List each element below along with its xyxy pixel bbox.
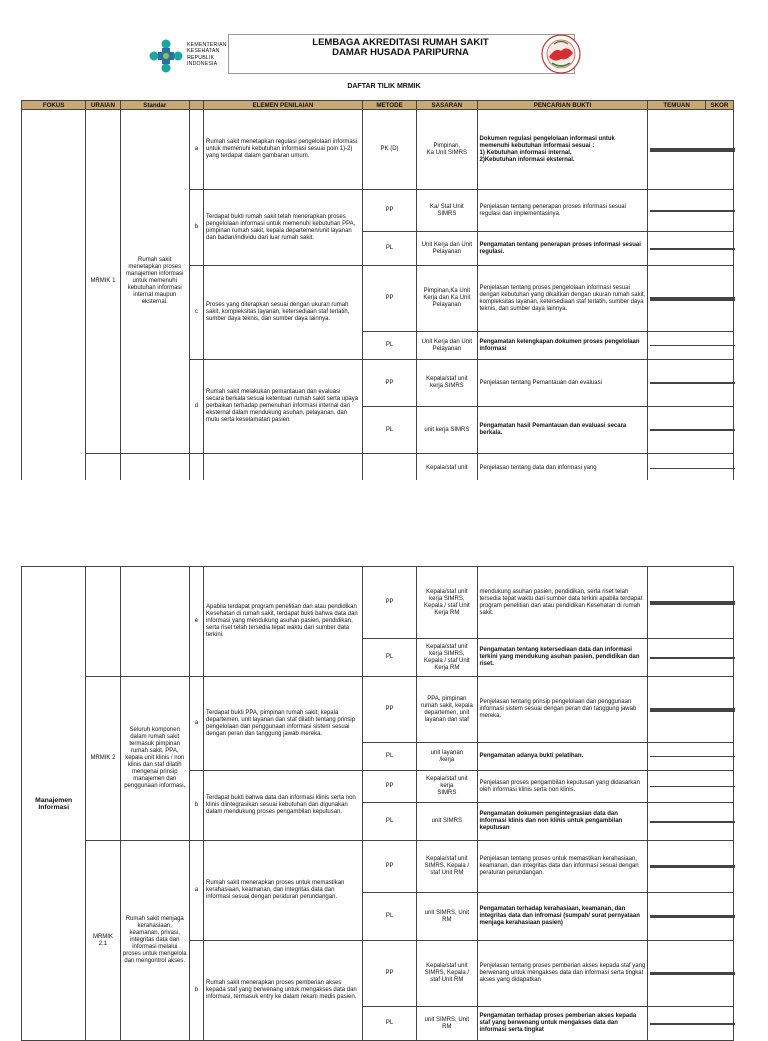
metode-cell: PP bbox=[362, 771, 416, 803]
skor-cell[interactable] bbox=[707, 756, 735, 757]
table-row bbox=[22, 454, 734, 484]
elemen-penilaian: Rumah sakit menerapkan proses untuk memastikan kerahasiaan, keamanan, dan integritas data dan informasi sesuai dengan peraturan perundangan. bbox=[204, 841, 363, 941]
temuan-cell[interactable] bbox=[650, 867, 706, 868]
standar-cell bbox=[120, 454, 189, 484]
col-fokus: FOKUS bbox=[22, 101, 86, 110]
skor-cell[interactable] bbox=[707, 822, 735, 823]
col-skor: SKOR bbox=[705, 101, 733, 110]
metode-cell: PL bbox=[362, 407, 416, 454]
skor-cell[interactable] bbox=[707, 658, 735, 659]
skor-cell[interactable] bbox=[707, 249, 735, 250]
sasaran-cell: Kepala/staf unit SIMRS, Kepala / staf Unit RM bbox=[417, 941, 477, 1007]
metode-cell: PP bbox=[362, 941, 416, 1007]
metode-cell: PP bbox=[362, 360, 416, 407]
temuan-skor-cells bbox=[648, 407, 734, 454]
sasaran-cell: Unit Kerja dan Unit Pelayanan bbox=[417, 232, 477, 266]
checklist-table-page-2 bbox=[21, 566, 734, 1041]
document-title: DAFTAR TILIK MRMIK bbox=[347, 83, 421, 90]
temuan-skor-cells bbox=[648, 110, 734, 190]
standar-cell: Rumah sakit menetapkan proses manajemen informasi untuk memenuhi kebutuhan informasi internal maupun eksternal. bbox=[120, 110, 189, 454]
temuan-skor-cells bbox=[648, 567, 734, 639]
table-row bbox=[22, 677, 734, 743]
table-row bbox=[22, 567, 734, 639]
temuan-skor-cells bbox=[648, 941, 734, 1007]
fokus-cell bbox=[22, 110, 86, 484]
metode-cell: PL bbox=[362, 803, 416, 841]
elemen-penilaian: Rumah sakit menetapkan regulasi pengelolaan informasi untuk memenuhi kebutuhan informasi sesuai poin 1)-2) yang terdapat dalam gambaran umum. bbox=[204, 110, 363, 190]
element-letter bbox=[189, 454, 203, 484]
metode-cell: PL bbox=[362, 1007, 416, 1041]
bukti-cell: Pengamatan adanya bukti pelatihan. bbox=[477, 743, 648, 771]
bukti-cell: Pengamatan hasil Pemantauan dan evaluasi secara berkala. bbox=[477, 407, 648, 454]
col-elemen: ELEMEN PENILAIAN bbox=[204, 101, 363, 110]
temuan-skor-cells bbox=[648, 771, 734, 803]
document-page-1 bbox=[0, 0, 768, 480]
element-letter: a bbox=[189, 841, 203, 941]
page-gap bbox=[0, 480, 768, 566]
skor-cell[interactable] bbox=[707, 1024, 735, 1025]
ministry-line: KEMENTERIAN bbox=[187, 42, 227, 48]
skor-cell[interactable] bbox=[707, 974, 735, 975]
elemen-penilaian: Terdapat bukti bahwa data dan informasi klinis serta non klinis diintegrasikan sesuai kebutuhan dan digunakan dalam mendukung proses pengambilan keputusan. bbox=[204, 771, 363, 841]
ministry-line: KESEHATAN bbox=[187, 48, 220, 55]
temuan-cell[interactable] bbox=[650, 345, 706, 346]
bukti-cell: Penjelasan proses pengambilan keputusan yang didasarkan oleh informasi klinis serta non klinis. bbox=[477, 771, 648, 803]
col-metode: METODE bbox=[362, 101, 416, 110]
col-uraian: URAIAN bbox=[86, 101, 120, 110]
metode-cell: PP bbox=[362, 677, 416, 743]
sasaran-cell: Ka/ Staf Unit SIMRS bbox=[417, 190, 477, 232]
skor-cell[interactable] bbox=[707, 430, 735, 431]
bukti-cell: Penjelasan tentang proses pemberian akses kepada staf yang berwenang untuk mengakses data dan informasi serta tingkat akses yang didapatkan bbox=[477, 941, 648, 1007]
element-letter: a bbox=[189, 110, 203, 190]
temuan-cell[interactable] bbox=[650, 658, 706, 659]
metode-cell: PL bbox=[362, 332, 416, 360]
bukti-cell: mendukung asuhan pasien, pendidikan, serta riset telah tersedia tepat waktu dari sumber data terkini apabila terdapat program penelitian dan atau pendidikan Kesehatan di rumah sakit. bbox=[477, 567, 648, 639]
temuan-cell[interactable] bbox=[650, 249, 706, 250]
ministry-name bbox=[187, 42, 227, 67]
element-letter: b bbox=[189, 941, 203, 1041]
elemen-penilaian: Proses yang diterapkan sesuai dengan ukuran rumah sakit, kompleksitas layanan, ketersediaan staf terlatih, sumber daya teknis, dan sumber daya lainnya. bbox=[204, 266, 363, 360]
sasaran-cell: unit SIMRS, Unit RM bbox=[417, 1007, 477, 1041]
standar-cell: Seluruh komponen dalam rumah sakit termasuk pimpinan rumah sakit, PPA, kepala unit klinis / non klinis dan staf dilatih mengenai prinsip manajemen dan penggunaan informasi. bbox=[120, 677, 189, 841]
sasaran-cell: unit SIMRS bbox=[417, 803, 477, 841]
temuan-cell[interactable] bbox=[650, 300, 706, 301]
temuan-cell[interactable] bbox=[650, 383, 706, 384]
temuan-cell[interactable] bbox=[650, 974, 706, 975]
skor-cell[interactable] bbox=[707, 786, 735, 787]
temuan-cell[interactable] bbox=[650, 151, 706, 152]
col-bukti: PENCARIAN BUKTI bbox=[477, 101, 648, 110]
institution-title: LEMBAGA AKREDITASI RUMAH SAKIT bbox=[312, 37, 489, 48]
sasaran-cell: Pimpinan,Ka Unit Kerja dan Ka Unit Pelayanan bbox=[417, 266, 477, 332]
temuan-cell[interactable] bbox=[650, 211, 706, 212]
skor-cell[interactable] bbox=[707, 604, 735, 605]
metode-cell: PP bbox=[362, 190, 416, 232]
metode-cell: PL bbox=[362, 639, 416, 677]
bukti-cell: Penjelasan tentang data dan informasi yang bbox=[477, 454, 648, 484]
elemen-penilaian: Apabila terdapat program penelitian dan atau pendidikan Kesehatan di rumah sakit, terdapat bukti bahwa data dan informasi yang mendukung asuhan pasien, pendidikan, serta riset telah tersedia tepat waktu dari sumber data terkini. bbox=[204, 567, 363, 677]
col-sasaran: SASARAN bbox=[417, 101, 477, 110]
skor-cell[interactable] bbox=[707, 151, 735, 152]
element-letter: e bbox=[189, 567, 203, 677]
temuan-cell[interactable] bbox=[650, 822, 706, 823]
elemen-penilaian bbox=[204, 454, 363, 484]
elemen-penilaian: Rumah sakit melakukan pemantauan dan evaluasi secara berkala sesuai ketentuan rumah sakit serta upaya perbaikan terhadap pemenuhan informasi internal dan eksternal dalam mendukung asuhan, pelayanan, dan mutu serta keselamatan pasien bbox=[204, 360, 363, 454]
bukti-cell: Pengamatan tentang ketersediaan data dan informasi terkini yang mendukung asuhan pasien, pendidikan dan riset. bbox=[477, 639, 648, 677]
skor-cell[interactable] bbox=[707, 867, 735, 868]
standar-cell: Rumah sakit menjaga kerahasiaan, keamanan, privasi, integritas data dan informasi melalui proses untuk mengelola dan mengontrol akses. bbox=[120, 841, 189, 1041]
table-row bbox=[22, 110, 734, 190]
skor-cell[interactable] bbox=[707, 711, 735, 712]
temuan-cell[interactable] bbox=[650, 711, 706, 712]
temuan-skor-cells bbox=[648, 266, 734, 332]
temuan-cell[interactable] bbox=[650, 468, 706, 469]
skor-cell[interactable] bbox=[707, 345, 735, 346]
bukti-cell: Penjelasan tentang penerapan proses informasi sesuai regulasi dan implementasinya. bbox=[477, 190, 648, 232]
temuan-cell[interactable] bbox=[650, 786, 706, 787]
temuan-cell[interactable] bbox=[650, 430, 706, 431]
bukti-cell: Pengamatan dokumen pengintegrasian data dan informasi klinis dan non klinis untuk pengambilan keputusan bbox=[477, 803, 648, 841]
uraian-cell: MRMIK 2 bbox=[86, 677, 120, 841]
sasaran-cell: Kepala/staf unit kerja SIMRS bbox=[417, 771, 477, 803]
temuan-skor-cells bbox=[648, 190, 734, 232]
table-row bbox=[22, 841, 734, 893]
ministry-line: REPUBLIK bbox=[187, 54, 215, 61]
metode-cell bbox=[362, 454, 416, 484]
standar-cell bbox=[120, 567, 189, 677]
uraian-cell: MRMIK 2.1 bbox=[86, 841, 120, 1041]
temuan-skor-cells bbox=[648, 1007, 734, 1041]
metode-cell: PL bbox=[362, 743, 416, 771]
skor-cell[interactable] bbox=[707, 468, 735, 469]
sasaran-cell: Unit Kerja dan Unit Pelayanan bbox=[417, 332, 477, 360]
sasaran-cell: unit kerja SIMRS bbox=[417, 407, 477, 454]
fokus-cell: Manajemen Informasi bbox=[22, 567, 86, 1041]
bukti-cell: Pengamatan terhadap proses pemberian akses kepada staf yang berwenang untuk mengakses data dan informasi serta tingkat bbox=[477, 1007, 648, 1041]
sasaran-cell: PPA, pimpinan rumah sakit, kepala departemen, unit layanan dan staf bbox=[417, 677, 477, 743]
temuan-cell[interactable] bbox=[650, 917, 706, 918]
ministry-line: INDONESIA bbox=[187, 60, 218, 67]
skor-cell[interactable] bbox=[707, 917, 735, 918]
sasaran-cell: Kepala/staf unit kerja SIMRS, Kepala / staf Unit Kerja RM bbox=[417, 567, 477, 639]
temuan-skor-cells bbox=[648, 360, 734, 407]
elemen-penilaian: Terdapat bukti rumah sakit telah menerapkan proses pengelolaan informasi untuk memenuhi kebutuhan PPA, pimpinan rumah sakit, kepala departemen/unit layanan dan badan/individu dari luar rumah sakit. bbox=[204, 190, 363, 266]
element-letter: b bbox=[189, 190, 203, 266]
bukti-cell: Penjelasan tentang proses untuk memastikan kerahasiaan, keamanan, dan integritas data dan informasi sesuai dengan peraturan perundangan. bbox=[477, 841, 648, 893]
bukti-cell: Dokumen regulasi pengelolaan informasi untuk memenuhi kebutuhan informasi sesuai : 1) Kebutuhan informasi internal, 2)Kebutuhan informasi eksternal. bbox=[477, 110, 648, 190]
uraian-cell bbox=[86, 454, 120, 484]
element-letter: b bbox=[189, 771, 203, 841]
checklist-table-page-1 bbox=[21, 100, 734, 484]
bukti-cell: Pengamatan terhadap kerahasiaan, keamanan, dan integritas data dan infromasi (sumpah/ surat pernyataan menjaga kerahasiaan pasien) bbox=[477, 893, 648, 941]
temuan-skor-cells bbox=[648, 743, 734, 771]
bukti-cell: Penjelasan tentang proses pengelolaan informasi sesuai dengan kebutuhan yang dikaitkan dengan ukuran rumah sakit, kompleksitas layanan, ketersediaan staf terlatih, sumber daya teknis, dan sumber daya lainnya. bbox=[477, 266, 648, 332]
skor-cell[interactable] bbox=[707, 383, 735, 384]
temuan-cell[interactable] bbox=[650, 1024, 706, 1025]
col-standar: Standar bbox=[120, 101, 189, 110]
sasaran-cell: Kepala/staf unit bbox=[417, 454, 477, 484]
kemenkes-logo bbox=[148, 38, 184, 74]
elemen-penilaian: Rumah sakit menerapkan proses pemberian akses kepada staf yang berwenang untuk mengakses data dan informasi, termasuk entry ke dalam rekam medis pasien. bbox=[204, 941, 363, 1041]
element-letter: d bbox=[189, 360, 203, 454]
temuan-skor-cells bbox=[648, 332, 734, 360]
metode-cell: PL bbox=[362, 232, 416, 266]
col-letter bbox=[189, 101, 203, 110]
sasaran-cell: unit SIMRS, Unit RM bbox=[417, 893, 477, 941]
sasaran-cell: unit layanan /kerja bbox=[417, 743, 477, 771]
sasaran-cell: Kepala/staf unit kerja SIMRS bbox=[417, 360, 477, 407]
temuan-skor-cells bbox=[648, 841, 734, 893]
metode-cell: PL bbox=[362, 893, 416, 941]
institution-subtitle: DAMAR HUSADA PARIPURNA bbox=[332, 47, 469, 58]
sasaran-cell: Kepala/staf unit SIMRS, Kepala / staf Unit RM bbox=[417, 841, 477, 893]
temuan-skor-cells bbox=[648, 639, 734, 677]
element-letter: c bbox=[189, 266, 203, 360]
sasaran-cell: Kepala/staf unit kerja SIMRS, Kepala / staf Unit Kerja RM bbox=[417, 639, 477, 677]
metode-cell: PK (D) bbox=[362, 110, 416, 190]
bukti-cell: Pengamatan tentang penerapan proses informasi sesuai regulasi. bbox=[477, 232, 648, 266]
sasaran-cell: Pimpinan, Ka Unit SIMRS bbox=[417, 110, 477, 190]
uraian-cell bbox=[86, 567, 120, 677]
skor-cell[interactable] bbox=[707, 300, 735, 301]
metode-cell: PP bbox=[362, 841, 416, 893]
skor-cell[interactable] bbox=[707, 211, 735, 212]
metode-cell: PP bbox=[362, 266, 416, 332]
bukti-cell: Penjelasan tentang Pemantauan dan evaluasi bbox=[477, 360, 648, 407]
bukti-cell: Pengamatan kelengkapan dokumen proses pengelolaan informasi bbox=[477, 332, 648, 360]
element-letter: a bbox=[189, 677, 203, 771]
temuan-skor-cells bbox=[648, 677, 734, 743]
temuan-skor-cells bbox=[648, 803, 734, 841]
temuan-skor-cells bbox=[648, 893, 734, 941]
temuan-skor-cells bbox=[648, 232, 734, 266]
temuan-skor-cells bbox=[648, 454, 734, 484]
lars-dhp-logo bbox=[540, 33, 582, 75]
document-page-2 bbox=[0, 566, 768, 1033]
temuan-cell[interactable] bbox=[650, 604, 706, 605]
temuan-cell[interactable] bbox=[650, 756, 706, 757]
col-temuan: TEMUAN bbox=[648, 101, 705, 110]
elemen-penilaian: Terdapat bukti PPA, pimpinan rumah sakit, kepala departemen, unit layanan dan staf dilatih tentang prinsip pengelolaan dan penggunaan informasi sistem sesuai dengan peran dan tanggung jawab mereka. bbox=[204, 677, 363, 771]
bukti-cell: Penjelasan tentang prinsip pengelolaan dan penggunaan informasi sistem sesuai dengan peran dan tanggung jawab mereka. bbox=[477, 677, 648, 743]
metode-cell: PP bbox=[362, 567, 416, 639]
uraian-cell: MRMIK 1 bbox=[86, 110, 120, 454]
table-header-row bbox=[22, 101, 734, 110]
